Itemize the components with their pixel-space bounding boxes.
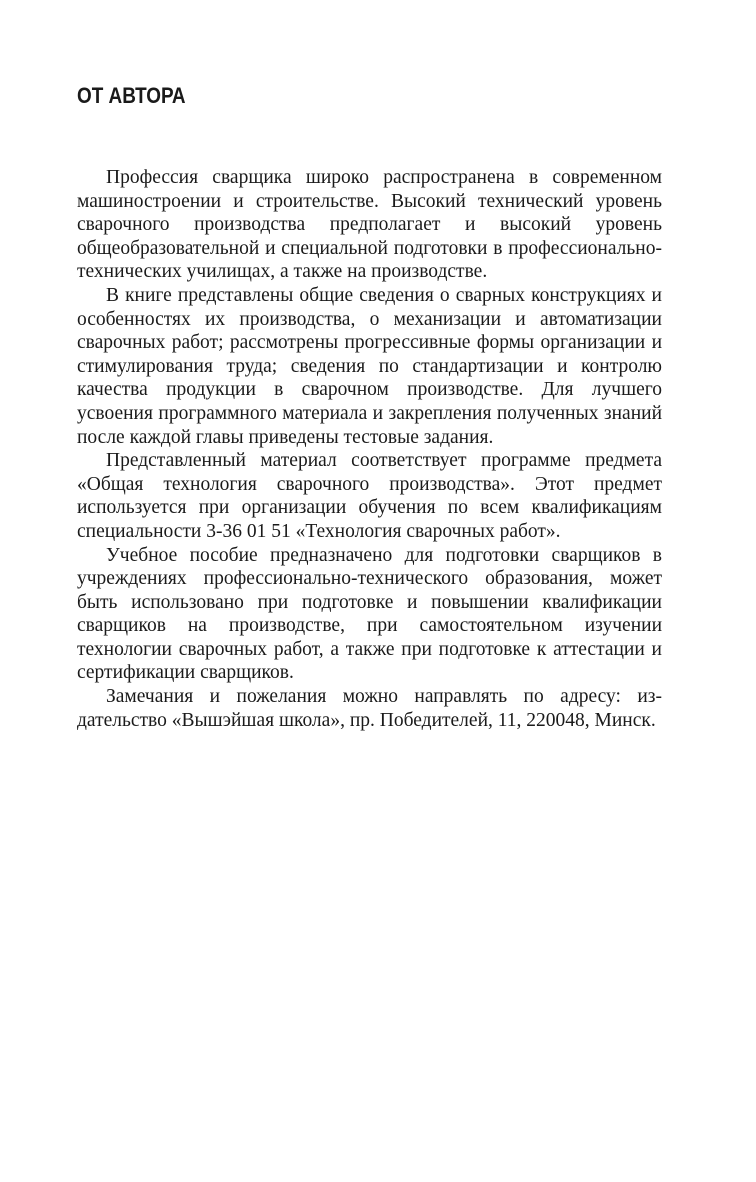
page-title: ОТ АВТОРА xyxy=(77,83,186,108)
paragraph-2: В книге представлены общие сведения о сварных конструкциях и особенностях их производства, о механизации и автоматизации сварочных работ; рассмотрены прогрессивные формы организации и стимулирования труда; сведения по стандартизации и контролю качества продукции в сварочном производстве. Для лучшего усвоения программного материала и закрепления полученных знаний после каждой главы приведены тестовые задания. xyxy=(77,284,662,448)
preface-body xyxy=(77,166,662,732)
paragraph-4: Учебное пособие предназначено для подготовки сварщиков в учреждениях профессионально-технического образования, может быть использовано при подготовке и повышении квалификации сварщиков на производстве, при самостоятельном изучении технологии сварочных работ, а также при подготовке к аттестации и сертификации сварщиков. xyxy=(77,544,662,684)
paragraph-1: Профессия сварщика широко распространена в современном машиностроении и строительстве. Высокий технический уровень сварочного производства предполагает и высокий уровень общеобразовательной и специальной подготовки в профессионально-технических училищах, а также на производстве. xyxy=(77,167,662,283)
paragraph-3: Представленный материал соответствует программе предмета «Общая технология сварочного производства». Этот предмет используется при организации обучения по всем квалификациям специальности 3-36 01 51 «Технология сварочных работ». xyxy=(77,450,662,542)
paragraph-5: Замечания и пожелания можно направлять по адресу: издательство «Вышэйшая школа», пр. Победителей, 11, 220048, Минск. xyxy=(77,686,662,731)
